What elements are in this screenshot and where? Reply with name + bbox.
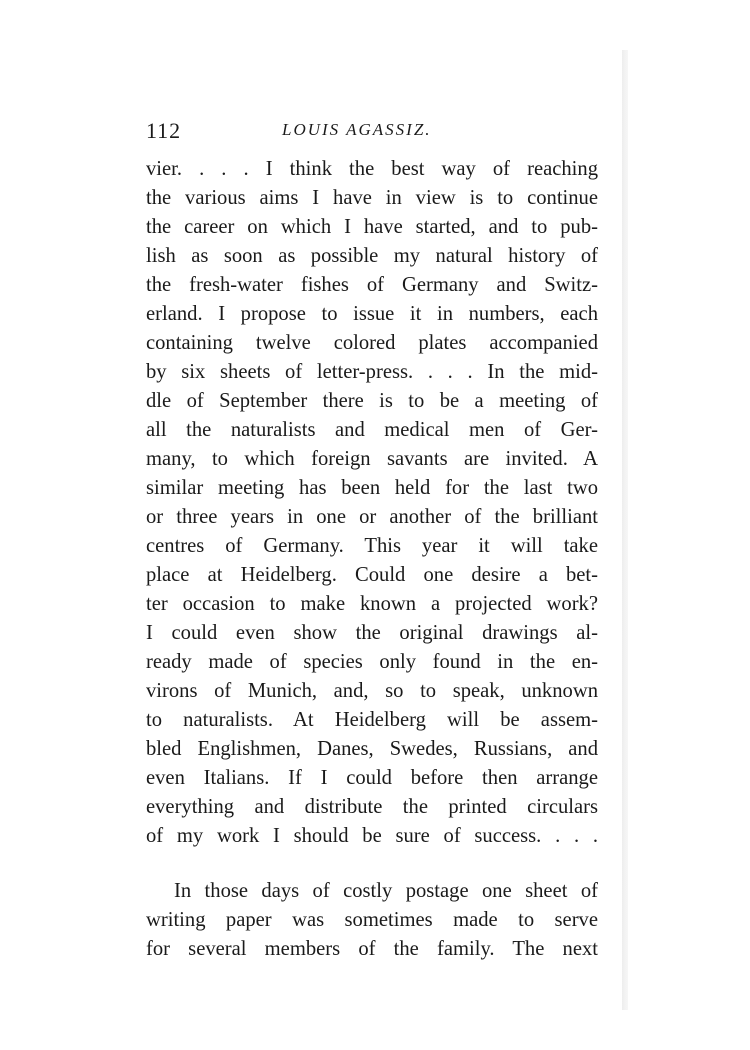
text-line: containing twelve colored plates accompanied <box>146 332 598 354</box>
text-line: the career on which I have started, and to pub- <box>146 216 598 238</box>
text-line: In those days of costly postage one sheet of <box>174 880 598 902</box>
body-text <box>146 155 598 964</box>
paragraph <box>146 155 598 851</box>
text-line: erland. I propose to issue it in numbers, each <box>146 303 598 325</box>
paragraph <box>146 877 598 964</box>
text-line: centres of Germany. This year it will take <box>146 535 598 557</box>
text-line: to naturalists. At Heidelberg will be assem- <box>146 709 598 731</box>
text-line: for several members of the family. The next <box>146 938 598 960</box>
page-edge-shadow <box>622 50 628 1010</box>
text-line: by six sheets of letter-press. . . . In the mid- <box>146 361 598 383</box>
text-line: I could even show the original drawings al- <box>146 622 598 644</box>
page-header <box>146 118 600 148</box>
text-line: of my work I should be sure of success. . . . <box>146 825 598 847</box>
text-line: place at Heidelberg. Could one desire a bet- <box>146 564 598 586</box>
text-line: even Italians. If I could before then arrange <box>146 767 598 789</box>
text-line: ter occasion to make known a projected work? <box>146 593 598 615</box>
text-line: or three years in one or another of the brilliant <box>146 506 598 528</box>
text-line: bled Englishmen, Danes, Swedes, Russians, and <box>146 738 598 760</box>
text-line: ready made of species only found in the en- <box>146 651 598 673</box>
paragraph-gap <box>146 851 598 877</box>
text-line: the various aims I have in view is to continue <box>146 187 598 209</box>
running-title: LOUIS AGASSIZ. <box>282 120 432 139</box>
text-line: the fresh-water fishes of Germany and Switz- <box>146 274 598 296</box>
text-line: all the naturalists and medical men of Ger- <box>146 419 598 441</box>
text-line: everything and distribute the printed circulars <box>146 796 598 818</box>
text-line: virons of Munich, and, so to speak, unknown <box>146 680 598 702</box>
text-line: writing paper was sometimes made to serve <box>146 909 598 931</box>
text-line: similar meeting has been held for the last two <box>146 477 598 499</box>
page-number: 112 <box>146 118 182 143</box>
text-line: dle of September there is to be a meeting of <box>146 390 598 412</box>
text-line: many, to which foreign savants are invited. A <box>146 448 598 470</box>
text-line: lish as soon as possible my natural history of <box>146 245 598 267</box>
text-line: vier. . . . I think the best way of reaching <box>146 158 598 180</box>
